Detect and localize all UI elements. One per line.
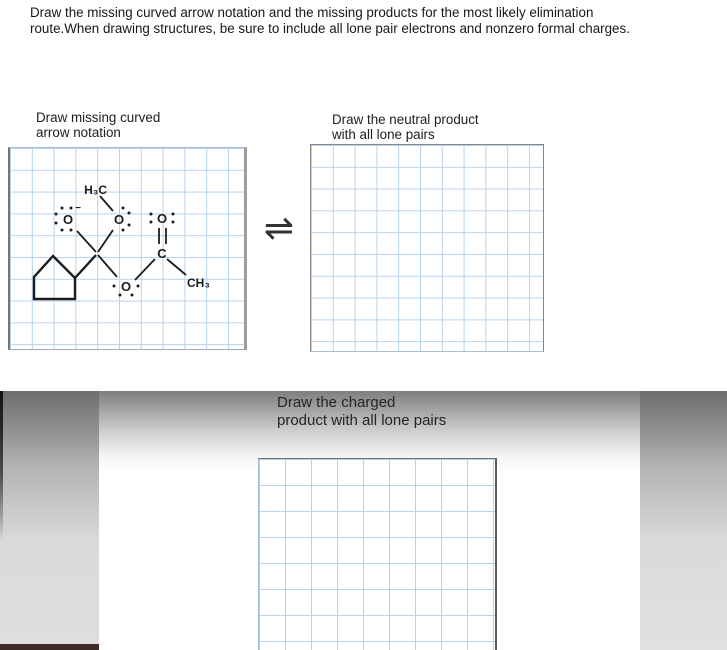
neutral-product-canvas[interactable] xyxy=(310,144,544,352)
charged-product-panel-label xyxy=(277,394,446,429)
curved-arrow-panel-label xyxy=(36,110,160,141)
atom-label-alkoxide-o[interactable]: O xyxy=(62,212,74,227)
instructions-line1: Draw the missing curved arrow notation and the missing products for the most likely elimination xyxy=(30,5,594,20)
cyclopentane-ring[interactable] xyxy=(34,255,96,299)
neutral-product-label-line2: with all lone pairs xyxy=(332,127,435,143)
curved-arrow-label-line2: arrow notation xyxy=(36,125,121,141)
equilibrium-arrow-icon: ⇌ xyxy=(263,208,295,249)
curved-arrow-canvas[interactable] xyxy=(8,147,247,350)
atom-label-ch3[interactable]: CH₃ xyxy=(187,276,210,290)
atom-label-carbonyl-o[interactable]: O xyxy=(156,211,168,226)
bond-methoxy-ch3 xyxy=(100,196,113,211)
neutral-product-label-line1: Draw the neutral product xyxy=(332,112,479,127)
bond-c-ch3 xyxy=(167,259,186,275)
formal-charge-minus: − xyxy=(75,203,81,214)
molecule-structure[interactable] xyxy=(10,148,244,349)
atom-label-carbonyl-c[interactable]: C xyxy=(157,246,167,261)
atom-label-methoxy-o[interactable]: O xyxy=(113,212,125,227)
bottom-left-edge-shadow xyxy=(0,391,3,541)
curved-arrow-label-line1: Draw missing curved xyxy=(36,110,161,125)
footer-accent-bar xyxy=(0,644,99,650)
atom-label-h3c[interactable]: H₃C xyxy=(84,183,107,197)
bonds[interactable] xyxy=(77,196,186,280)
charged-product-canvas[interactable] xyxy=(258,458,497,650)
charged-product-label-line1: Draw the charged xyxy=(277,394,396,411)
bond-c-methoxy xyxy=(98,230,113,252)
problem-instructions xyxy=(30,5,630,36)
bottom-left-gradient-strip xyxy=(0,391,99,650)
bottom-right-gradient-strip xyxy=(640,391,727,650)
instructions-line2: route.When drawing structures, be sure to include all lone pair electrons and nonzero formal charges. xyxy=(30,20,630,36)
atom-label-ester-o[interactable]: O xyxy=(120,279,132,294)
neutral-product-panel-label xyxy=(332,112,479,143)
charged-product-label-line2: product with all lone pairs xyxy=(277,411,447,429)
bond-c-ester-o xyxy=(98,255,117,277)
bond-c-alkoxide xyxy=(77,231,96,252)
bond-ester-o-carbonyl-c xyxy=(135,259,155,280)
